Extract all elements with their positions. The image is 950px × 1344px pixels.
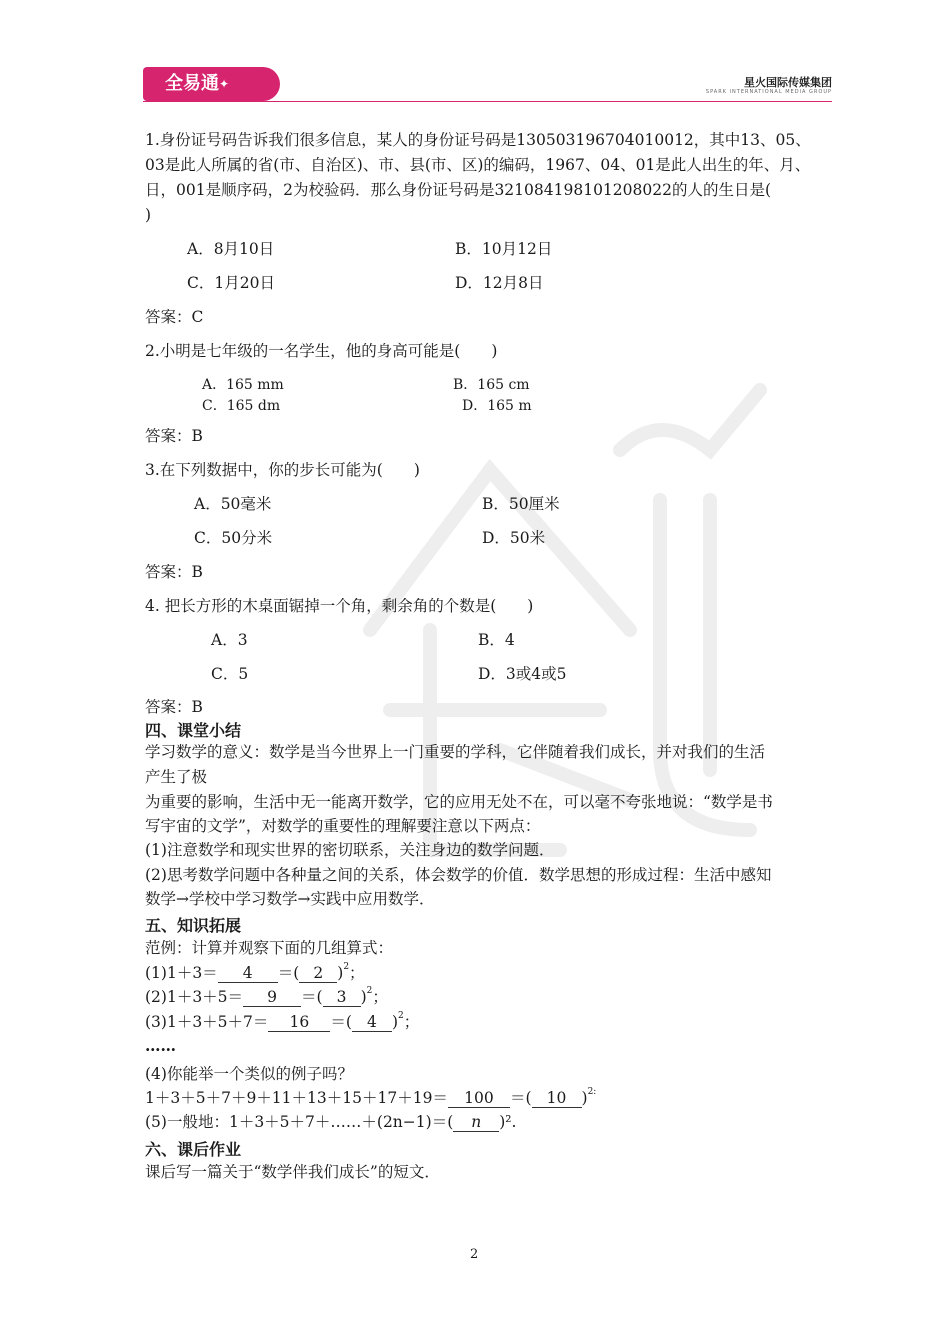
q4-stem: 4. 把长方形的木桌面锯掉一个角，剩余角的个数是( ) <box>145 597 534 615</box>
ellipsis: …… <box>145 1036 176 1055</box>
summary-line6: (2)思考数学问题中各种量之间的关系，体会数学的价值．数学思想的形成过程：生活中感知 <box>145 866 772 884</box>
q1-line4: ) <box>145 206 152 224</box>
q1-option-d: D．12月8日 <box>455 274 544 292</box>
q3-answer: 答案：B <box>145 563 203 581</box>
q3-stem: 3.在下列数据中，你的步长可能为( ) <box>145 461 420 479</box>
example-5: (5)一般地：1＋3＋5＋7＋……＋(2n−1)＝( n )². <box>145 1113 517 1131</box>
q4-answer: 答案：B <box>145 698 203 716</box>
example-2: (2)1＋3＋5＝ 9 ＝( 3 )$^2$； <box>145 986 388 1006</box>
q4-option-c: C．5 <box>211 665 249 683</box>
logo-text: 全易通 <box>165 73 219 94</box>
example-1: (1)1＋3＝ 4 ＝( 2 )$^2$； <box>145 962 365 982</box>
header-divider <box>143 101 832 102</box>
q1-option-c: C．1月20日 <box>187 274 275 292</box>
example-4-question: (4)你能举一个类似的例子吗？ <box>145 1065 353 1083</box>
summary-line2: 产生了极 <box>145 768 208 786</box>
q3-option-c: C．50分米 <box>194 529 273 547</box>
page-number: 2 <box>470 1247 479 1262</box>
q1-line3: 日，001是顺序码，2为校验码．那么身份证号码是321084198101208022的人的生日是( <box>145 181 772 199</box>
q1-answer: 答案：C <box>145 308 204 326</box>
summary-heading: 四、课堂小结 <box>145 721 242 740</box>
brand-subtitle: SPARK INTERNATIONAL MEDIA GROUP <box>705 89 832 95</box>
summary-line3: 为重要的影响，生活中无一能离开数学，它的应用无处不在，可以毫不夸张地说：“数学是书 <box>145 793 773 811</box>
homework-text: 课后写一篇关于“数学伴我们成长”的短文． <box>145 1163 440 1181</box>
q3-option-a: A．50毫米 <box>194 495 272 513</box>
q3-option-b: B．50厘米 <box>482 495 560 513</box>
summary-line5: (1)注意数学和现实世界的密切联系，关注身边的数学问题． <box>145 841 555 859</box>
summary-line1: 学习数学的意义：数学是当今世界上一门重要的学科，它伴随着我们成长，并对我们的生活 <box>145 743 766 761</box>
example-4: 1＋3＋5＋7＋9＋11＋13＋15＋17＋19＝ 100 ＝( 10 )$^{2:}$ <box>145 1087 597 1107</box>
brand-name: 星火国际传媒集团 <box>744 76 832 89</box>
q2-option-a: A．165 mm <box>202 377 284 393</box>
extension-intro: 范例：计算并观察下面的几组算式： <box>145 939 394 957</box>
extension-heading: 五、知识拓展 <box>145 916 242 935</box>
summary-line4: 写宇宙的文学”，对数学的重要性的理解要注意以下两点： <box>145 817 541 835</box>
q1-option-a: A．8月10日 <box>187 240 275 258</box>
q2-stem: 2.小明是七年级的一名学生，他的身高可能是( ) <box>145 342 498 360</box>
q1-line1: 1.身份证号码告诉我们很多信息，某人的身份证号码是130503196704010012，其中13、05、 <box>145 131 811 149</box>
homework-heading: 六、课后作业 <box>145 1140 242 1159</box>
logo: 全易通✦ <box>143 67 280 101</box>
q2-option-c: C．165 dm <box>202 398 281 414</box>
q2-option-d: D．165 m <box>462 398 532 414</box>
q2-option-b: B．165 cm <box>453 377 530 393</box>
q4-option-a: A．3 <box>211 631 248 649</box>
q4-option-b: B．4 <box>478 631 515 649</box>
summary-line7: 数学→学校中学习数学→实践中应用数学． <box>145 890 435 908</box>
q3-option-d: D．50米 <box>482 529 546 547</box>
q1-option-b: B．10月12日 <box>455 240 553 258</box>
q4-option-d: D．3或4或5 <box>478 665 567 683</box>
example-3: (3)1＋3＋5＋7＝ 16 ＝( 4 )$^2$； <box>145 1011 420 1031</box>
q2-answer: 答案：B <box>145 427 203 445</box>
q1-line2: 03是此人所属的省(市、自治区)、市、县(市、区)的编码，1967、04、01是此人出生的年、月、 <box>145 156 811 174</box>
